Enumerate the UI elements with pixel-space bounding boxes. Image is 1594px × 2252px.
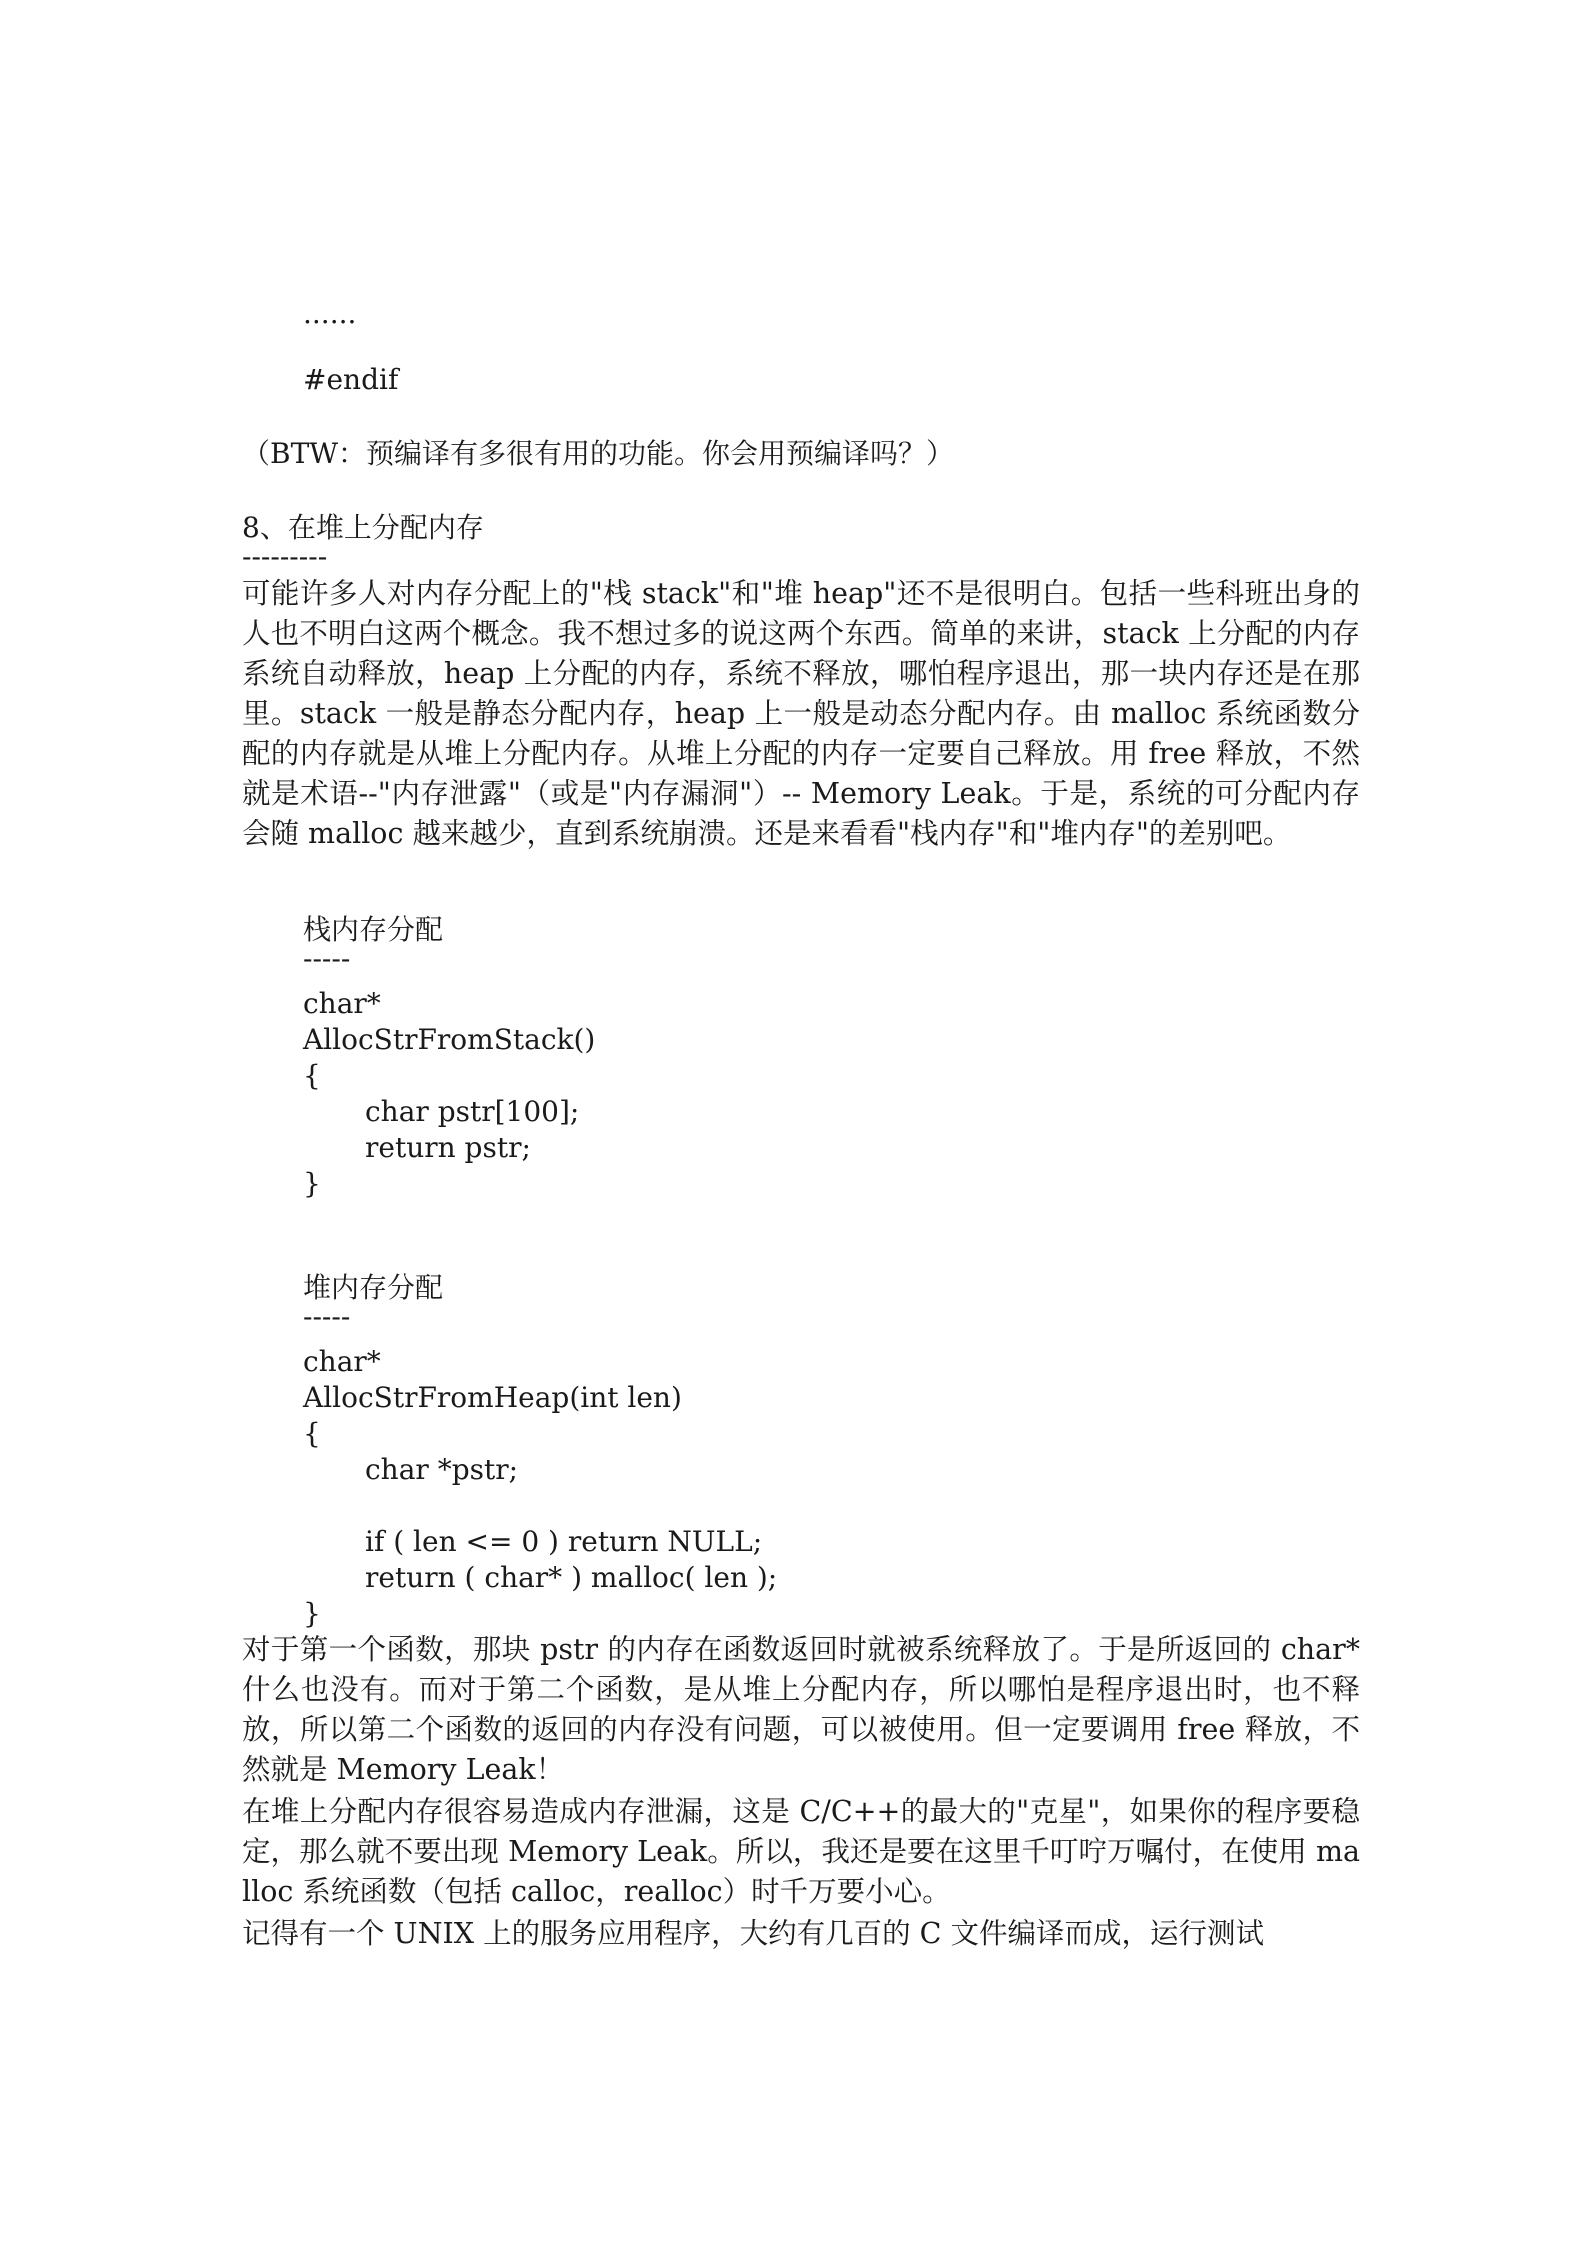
code-line: } bbox=[303, 1597, 321, 1630]
stack-example-title: 栈内存分配 bbox=[303, 913, 444, 946]
intro-paragraph: 可能许多人对内存分配上的"栈 stack"和"堆 heap"还不是很明白。包括一些科班出身的人也不明白这两个概念。我不想过多的说这两个东西。简单的来讲，stack 上分配的内存系统自动释放，heap 上分配的内存，系统不释放，哪怕程序退出，那一块内存还是在那里。stack 一般是静态分配内存，heap 上一般是动态分配内存。由 malloc 系统函数分配的内存就是从堆上分配内存。从堆上分配的内存一定要自己释放。用 free 释放，不然就是术语--"内存泄露"（或是"内存漏洞"）-- Memory Leak。于是，系统的可分配内存会随 malloc 越来越少，直到系统崩溃。还是来看看"栈内存"和"堆内存"的差别吧。 bbox=[242, 577, 1360, 850]
code-line: AllocStrFromStack() bbox=[303, 1023, 596, 1056]
btw-note: （BTW：预编译有多很有用的功能。你会用预编译吗？） bbox=[242, 437, 955, 470]
heap-example-rule: ----- bbox=[303, 1300, 351, 1333]
code-line: return ( char* ) malloc( len ); bbox=[365, 1561, 778, 1594]
code-line: { bbox=[303, 1059, 321, 1092]
stack-example-rule: ----- bbox=[303, 942, 351, 975]
heap-example-title: 堆内存分配 bbox=[303, 1271, 444, 1304]
paragraph-3: 在堆上分配内存很容易造成内存泄漏，这是 C/C++的最大的"克星"，如果你的程序要稳定，那么就不要出现 Memory Leak。所以，我还是要在这里千叮咛万嘱付，在使用 malloc 系统函数（包括 calloc，realloc）时千万要小心。 bbox=[242, 1795, 1360, 1908]
code-line: } bbox=[303, 1167, 321, 1200]
code-ellipsis: ...... bbox=[303, 297, 357, 330]
code-line: AllocStrFromHeap(int len) bbox=[303, 1381, 682, 1414]
section-heading: 8、在堆上分配内存 bbox=[242, 511, 484, 544]
code-endif: #endif bbox=[303, 363, 399, 396]
code-line: return pstr; bbox=[365, 1131, 531, 1164]
code-line: char *pstr; bbox=[365, 1453, 519, 1486]
code-line: char pstr[100]; bbox=[365, 1095, 580, 1128]
paragraph-2: 对于第一个函数，那块 pstr 的内存在函数返回时就被系统释放了。于是所返回的 char*什么也没有。而对于第二个函数，是从堆上分配内存，所以哪怕是程序退出时，也不释放，所以第二个函数的返回的内存没有问题，可以被使用。但一定要调用 free 释放，不然就是 Memory Leak！ bbox=[242, 1633, 1360, 1786]
paragraph-4: 记得有一个 UNIX 上的服务应用程序，大约有几百的 C 文件编译而成，运行测试 bbox=[242, 1917, 1265, 1950]
code-line: { bbox=[303, 1417, 321, 1450]
section-rule: --------- bbox=[242, 540, 328, 573]
code-line: if ( len <= 0 ) return NULL; bbox=[365, 1525, 763, 1558]
code-line: char* bbox=[303, 987, 381, 1020]
code-line: char* bbox=[303, 1345, 381, 1378]
